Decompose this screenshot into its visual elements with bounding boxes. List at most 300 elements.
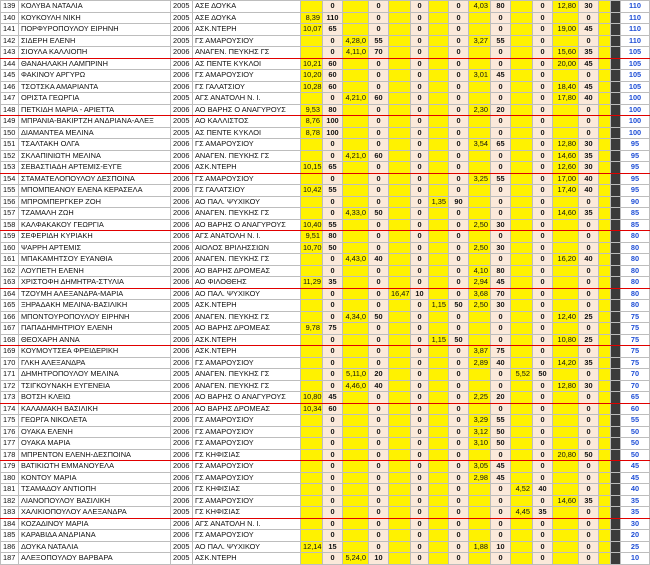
- cell-club: ΑΣ ΠΕΝΤΕ ΚΥΚΛΟΙ: [193, 127, 301, 139]
- cell-p6: 0: [533, 426, 553, 438]
- cell-club: ΑΣ ΠΕΝΤΕ ΚΥΚΛΟΙ: [193, 58, 301, 70]
- cell-p6: 0: [533, 323, 553, 335]
- cell-p4: 0: [449, 392, 469, 404]
- cell-s2: [343, 357, 369, 369]
- cell-s3: [389, 254, 411, 266]
- cell-p3: 0: [411, 484, 429, 496]
- cell-s8: [599, 334, 611, 346]
- cell-no: 151: [1, 139, 19, 151]
- cell-s4: [429, 265, 449, 277]
- cell-club: ΑΟ ΒΑΡΗΣ Ο ΑΝΑΓΥΡΟΥΣ: [193, 219, 301, 231]
- cell-s7: 12,60: [553, 162, 579, 174]
- cell-s4: [429, 541, 449, 553]
- cell-no: 152: [1, 150, 19, 162]
- table-row: [1, 461, 650, 473]
- cell-s7: 14,60: [553, 208, 579, 220]
- cell-s6: 4,52: [511, 484, 533, 496]
- cell-s3: [389, 472, 411, 484]
- cell-p5: 0: [491, 208, 511, 220]
- cell-s5: [469, 380, 491, 392]
- cell-s7: 20,80: [553, 449, 579, 461]
- cell-s4: [429, 208, 449, 220]
- cell-year: 2006: [171, 438, 193, 450]
- cell-p7: 0: [579, 104, 599, 116]
- cell-s3: [389, 196, 411, 208]
- cell-s6: [511, 415, 533, 427]
- cell-p5: 0: [491, 449, 511, 461]
- cell-s7: [553, 461, 579, 473]
- cell-total: 95: [621, 139, 650, 151]
- cell-s4: 1,35: [429, 196, 449, 208]
- cell-s8: [599, 323, 611, 335]
- cell-p4: 90: [449, 196, 469, 208]
- cell-p2: 55: [369, 35, 389, 47]
- cell-p3: 0: [411, 127, 429, 139]
- cell-p4: 0: [449, 104, 469, 116]
- cell-name: ΛΙΑΝΟΠΟΥΛΟΥ ΒΑΣΙΛΙΚΗ: [19, 495, 171, 507]
- cell-p8: [611, 231, 621, 243]
- cell-s1: [301, 530, 323, 542]
- cell-club: ΑΣΕ ΔΟΥΚΑ: [193, 12, 301, 24]
- cell-year: 2006: [171, 81, 193, 93]
- cell-p3: 0: [411, 116, 429, 128]
- cell-p3: 0: [411, 139, 429, 151]
- table-row: [1, 495, 650, 507]
- table-row: [1, 127, 650, 139]
- cell-s4: [429, 150, 449, 162]
- cell-p5: 40: [491, 357, 511, 369]
- cell-no: 183: [1, 507, 19, 519]
- cell-s3: [389, 323, 411, 335]
- cell-p6: 50: [533, 369, 553, 381]
- cell-s3: [389, 35, 411, 47]
- cell-p4: 0: [449, 219, 469, 231]
- cell-p3: 0: [411, 173, 429, 185]
- cell-p6: 0: [533, 380, 553, 392]
- cell-p5: 10: [491, 541, 511, 553]
- table-row: [1, 265, 650, 277]
- cell-year: 2006: [171, 530, 193, 542]
- cell-p1: 55: [323, 219, 343, 231]
- cell-s6: [511, 300, 533, 312]
- cell-s3: [389, 24, 411, 36]
- cell-p1: 0: [323, 173, 343, 185]
- cell-total: 45: [621, 472, 650, 484]
- cell-name: ΔΗΜΗΤΡΟΠΟΥΛΟΥ ΜΕΛΙΝΑ: [19, 369, 171, 381]
- cell-year: 2006: [171, 403, 193, 415]
- cell-p2: 0: [369, 461, 389, 473]
- cell-p3: 0: [411, 35, 429, 47]
- cell-club: ΑΓΣ ΑΝΑΤΟΛΗ Ν. Ι.: [193, 518, 301, 530]
- cell-s5: [469, 208, 491, 220]
- cell-p3: 0: [411, 185, 429, 197]
- cell-year: 2006: [171, 24, 193, 36]
- cell-p8: [611, 162, 621, 174]
- cell-p4: 0: [449, 380, 469, 392]
- cell-year: 2006: [171, 495, 193, 507]
- cell-p5: 65: [491, 139, 511, 151]
- cell-s4: [429, 70, 449, 82]
- cell-p4: 50: [449, 334, 469, 346]
- cell-p5: 0: [491, 403, 511, 415]
- cell-p7: 45: [579, 58, 599, 70]
- cell-total: 25: [621, 541, 650, 553]
- cell-p7: 0: [579, 242, 599, 254]
- cell-s5: 3,27: [469, 35, 491, 47]
- cell-p4: 0: [449, 507, 469, 519]
- cell-s4: [429, 472, 449, 484]
- cell-s3: [389, 265, 411, 277]
- cell-p7: 0: [579, 415, 599, 427]
- cell-p7: 0: [579, 392, 599, 404]
- table-row: [1, 484, 650, 496]
- cell-s1: [301, 507, 323, 519]
- cell-no: 178: [1, 449, 19, 461]
- table-row: [1, 116, 650, 128]
- cell-p4: 0: [449, 93, 469, 105]
- cell-no: 177: [1, 438, 19, 450]
- cell-s6: [511, 208, 533, 220]
- cell-p5: 30: [491, 219, 511, 231]
- cell-p5: 0: [491, 116, 511, 128]
- cell-s6: [511, 449, 533, 461]
- cell-no: 173: [1, 392, 19, 404]
- cell-s5: [469, 323, 491, 335]
- table-row: [1, 553, 650, 565]
- cell-p2: 0: [369, 403, 389, 415]
- cell-s7: 20,00: [553, 58, 579, 70]
- cell-s3: [389, 208, 411, 220]
- cell-total: 35: [621, 495, 650, 507]
- cell-p7: 0: [579, 219, 599, 231]
- cell-s6: [511, 277, 533, 289]
- cell-p1: 0: [323, 553, 343, 565]
- cell-name: ΚΟΥΚΟΥΛΗ ΝΙΚΗ: [19, 12, 171, 24]
- cell-p5: 0: [491, 58, 511, 70]
- cell-s8: [599, 231, 611, 243]
- cell-p4: 0: [449, 277, 469, 289]
- cell-p3: 0: [411, 242, 429, 254]
- cell-year: 2006: [171, 185, 193, 197]
- cell-s5: [469, 12, 491, 24]
- cell-p1: 0: [323, 1, 343, 13]
- cell-s1: [301, 254, 323, 266]
- cell-p4: 0: [449, 357, 469, 369]
- cell-s5: [469, 369, 491, 381]
- cell-name: ΜΠΟΝΤΟΥΡΟΠΟΥΛΟΥ ΕΙΡΗΝΗ: [19, 311, 171, 323]
- cell-p5: 0: [491, 254, 511, 266]
- cell-s7: 19,00: [553, 24, 579, 36]
- cell-p3: 0: [411, 507, 429, 519]
- cell-s6: [511, 242, 533, 254]
- cell-total: 110: [621, 35, 650, 47]
- cell-no: 155: [1, 185, 19, 197]
- cell-s1: [301, 518, 323, 530]
- cell-p8: [611, 185, 621, 197]
- cell-p1: 0: [323, 484, 343, 496]
- cell-s6: [511, 139, 533, 151]
- cell-s1: [301, 380, 323, 392]
- cell-p8: [611, 311, 621, 323]
- cell-p2: 0: [369, 1, 389, 13]
- cell-p8: [611, 47, 621, 59]
- cell-s2: [343, 334, 369, 346]
- cell-p7: 0: [579, 116, 599, 128]
- cell-total: 60: [621, 403, 650, 415]
- cell-total: 80: [621, 288, 650, 300]
- table-row: [1, 24, 650, 36]
- cell-name: ΚΑΛΑΜΑΚΗ ΒΑΣΙΛΙΚΗ: [19, 403, 171, 415]
- cell-s6: 4,45: [511, 507, 533, 519]
- cell-s3: [389, 1, 411, 13]
- cell-s5: [469, 484, 491, 496]
- table-row: [1, 380, 650, 392]
- cell-s8: [599, 449, 611, 461]
- cell-total: 95: [621, 173, 650, 185]
- cell-s1: 10,40: [301, 219, 323, 231]
- cell-club: ΑΟ ΒΑΡΗΣ Ο ΑΝΑΓΥΡΟΥΣ: [193, 104, 301, 116]
- table-row: [1, 104, 650, 116]
- cell-p3: 0: [411, 104, 429, 116]
- cell-p5: 0: [491, 369, 511, 381]
- cell-p2: 0: [369, 530, 389, 542]
- cell-p7: 0: [579, 553, 599, 565]
- cell-p7: 50: [579, 449, 599, 461]
- cell-name: ΒΑΤΙΚΙΩΤΗ ΕΜΜΑΝΟΥΕΛΑ: [19, 461, 171, 473]
- cell-s2: [343, 231, 369, 243]
- cell-s7: [553, 196, 579, 208]
- cell-s2: [343, 507, 369, 519]
- cell-s4: [429, 461, 449, 473]
- cell-s1: [301, 288, 323, 300]
- cell-club: ΓΣ ΑΜΑΡΟΥΣΙΟΥ: [193, 35, 301, 47]
- cell-year: 2006: [171, 518, 193, 530]
- cell-s7: [553, 219, 579, 231]
- table-row: [1, 231, 650, 243]
- cell-s4: [429, 116, 449, 128]
- cell-p4: 0: [449, 185, 469, 197]
- cell-s3: [389, 346, 411, 358]
- cell-p3: 0: [411, 357, 429, 369]
- table-row: [1, 162, 650, 174]
- cell-s6: [511, 323, 533, 335]
- cell-p3: 0: [411, 162, 429, 174]
- cell-p1: 0: [323, 426, 343, 438]
- cell-s1: [301, 438, 323, 450]
- cell-club: ΓΣ ΚΗΦΙΣΙΑΣ: [193, 507, 301, 519]
- cell-club: ΓΣ ΚΗΦΙΣΙΑΣ: [193, 449, 301, 461]
- cell-p6: 0: [533, 70, 553, 82]
- cell-p8: [611, 541, 621, 553]
- cell-no: 180: [1, 472, 19, 484]
- cell-p8: [611, 150, 621, 162]
- cell-club: ΑΟ ΠΑΛ. ΨΥΧΙΚΟΥ: [193, 288, 301, 300]
- cell-p3: 0: [411, 70, 429, 82]
- cell-name: ΔΟΥΚΑ ΝΑΤΑΛΙΑ: [19, 541, 171, 553]
- cell-s5: [469, 24, 491, 36]
- cell-p7: 0: [579, 461, 599, 473]
- cell-p7: 30: [579, 139, 599, 151]
- cell-p1: 100: [323, 116, 343, 128]
- cell-club: ΑΣΚ.ΝΤΕΡΗ: [193, 553, 301, 565]
- cell-s6: [511, 81, 533, 93]
- cell-p1: 0: [323, 288, 343, 300]
- table-row: [1, 415, 650, 427]
- cell-p4: 0: [449, 426, 469, 438]
- cell-club: ΑΟ ΠΑΛ. ΨΥΧΙΚΟΥ: [193, 196, 301, 208]
- cell-p5: 0: [491, 484, 511, 496]
- cell-p3: 0: [411, 150, 429, 162]
- cell-s4: [429, 380, 449, 392]
- cell-s1: [301, 93, 323, 105]
- cell-s8: [599, 392, 611, 404]
- cell-s2: [343, 1, 369, 13]
- cell-no: 167: [1, 323, 19, 335]
- cell-no: 160: [1, 242, 19, 254]
- cell-p5: 0: [491, 196, 511, 208]
- cell-s5: 2,50: [469, 242, 491, 254]
- cell-p5: 0: [491, 93, 511, 105]
- cell-no: 139: [1, 1, 19, 13]
- cell-s6: [511, 357, 533, 369]
- table-row: [1, 392, 650, 404]
- cell-s2: [343, 484, 369, 496]
- cell-p1: 0: [323, 346, 343, 358]
- cell-p2: 0: [369, 58, 389, 70]
- cell-s4: [429, 449, 449, 461]
- cell-club: ΑΣΚ.ΝΤΕΡΗ: [193, 346, 301, 358]
- cell-club: ΑΣΚ.ΝΤΕΡΗ: [193, 300, 301, 312]
- cell-p6: 0: [533, 415, 553, 427]
- cell-p7: 0: [579, 231, 599, 243]
- cell-s2: 4,34,0: [343, 311, 369, 323]
- cell-no: 185: [1, 530, 19, 542]
- cell-s7: 12,40: [553, 311, 579, 323]
- cell-s7: [553, 12, 579, 24]
- cell-s1: 11,29: [301, 277, 323, 289]
- cell-p8: [611, 208, 621, 220]
- cell-name: ΚΟΝΤΟΥ ΜΑΡΙΑ: [19, 472, 171, 484]
- cell-s8: [599, 173, 611, 185]
- cell-s7: [553, 392, 579, 404]
- cell-total: 55: [621, 415, 650, 427]
- table-row: [1, 507, 650, 519]
- cell-p4: 0: [449, 173, 469, 185]
- cell-p7: 0: [579, 507, 599, 519]
- cell-p2: 10: [369, 553, 389, 565]
- cell-p8: [611, 553, 621, 565]
- cell-p4: 0: [449, 323, 469, 335]
- cell-p8: [611, 127, 621, 139]
- cell-s4: [429, 484, 449, 496]
- cell-year: 2006: [171, 277, 193, 289]
- cell-p4: 0: [449, 139, 469, 151]
- cell-s7: [553, 323, 579, 335]
- cell-p5: 0: [491, 518, 511, 530]
- cell-p4: 0: [449, 231, 469, 243]
- cell-s6: [511, 12, 533, 24]
- cell-p5: 0: [491, 47, 511, 59]
- cell-s3: [389, 93, 411, 105]
- cell-year: 2006: [171, 58, 193, 70]
- cell-s4: [429, 518, 449, 530]
- cell-p6: 0: [533, 231, 553, 243]
- cell-s8: [599, 507, 611, 519]
- cell-s2: 4,11,0: [343, 47, 369, 59]
- cell-p8: [611, 277, 621, 289]
- cell-total: 75: [621, 346, 650, 358]
- cell-s4: [429, 185, 449, 197]
- cell-s5: [469, 553, 491, 565]
- cell-p3: 0: [411, 553, 429, 565]
- cell-club: ΑΣΕ ΔΟΥΚΑ: [193, 1, 301, 13]
- cell-s4: [429, 162, 449, 174]
- cell-s2: 4,21,0: [343, 93, 369, 105]
- cell-year: 2006: [171, 449, 193, 461]
- cell-s8: [599, 1, 611, 13]
- cell-s5: [469, 196, 491, 208]
- table-row: [1, 403, 650, 415]
- cell-s2: [343, 288, 369, 300]
- cell-club: ΑΝΑΓΕΝ. ΠΕΥΚΗΣ ΓΣ: [193, 150, 301, 162]
- cell-p1: 60: [323, 81, 343, 93]
- table-row: [1, 277, 650, 289]
- cell-p8: [611, 484, 621, 496]
- cell-total: 75: [621, 311, 650, 323]
- cell-p8: [611, 357, 621, 369]
- cell-no: 156: [1, 196, 19, 208]
- cell-s2: [343, 242, 369, 254]
- cell-name: ΤΣΑΜΑΔΟΥ ΑΝΤΙΟΠΗ: [19, 484, 171, 496]
- cell-name: ΣΕΦΕΡΙΔΗ ΚΥΡΙΑΚΗ: [19, 231, 171, 243]
- cell-name: ΚΟΥΜΟΥΤΣΕΑ ΦΡΕΙΔΕΡΙΚΗ: [19, 346, 171, 358]
- cell-p4: 0: [449, 162, 469, 174]
- cell-s2: [343, 70, 369, 82]
- cell-s8: [599, 369, 611, 381]
- cell-year: 2006: [171, 150, 193, 162]
- cell-p2: 0: [369, 127, 389, 139]
- cell-p2: 0: [369, 12, 389, 24]
- cell-total: 50: [621, 426, 650, 438]
- cell-name: ΣΙΟΥΛΑ ΚΑΛΛΙΟΠΗ: [19, 47, 171, 59]
- cell-s5: [469, 495, 491, 507]
- cell-p1: 0: [323, 208, 343, 220]
- cell-s2: [343, 392, 369, 404]
- cell-s7: [553, 35, 579, 47]
- cell-p3: 0: [411, 415, 429, 427]
- cell-name: ΘΕΟΧΑΡΗ ΑΝΝΑ: [19, 334, 171, 346]
- cell-year: 2005: [171, 300, 193, 312]
- cell-p7: 0: [579, 472, 599, 484]
- cell-s5: 2,30: [469, 104, 491, 116]
- cell-p3: 0: [411, 196, 429, 208]
- cell-year: 2006: [171, 311, 193, 323]
- cell-p5: 20: [491, 392, 511, 404]
- cell-s5: 4,03: [469, 1, 491, 13]
- cell-total: 105: [621, 70, 650, 82]
- cell-p1: 80: [323, 231, 343, 243]
- cell-p5: 50: [491, 438, 511, 450]
- cell-p5: 45: [491, 277, 511, 289]
- cell-total: 105: [621, 47, 650, 59]
- cell-s2: [343, 162, 369, 174]
- cell-p5: 0: [491, 81, 511, 93]
- cell-s1: 10,70: [301, 242, 323, 254]
- cell-p2: 0: [369, 438, 389, 450]
- cell-p8: [611, 12, 621, 24]
- cell-s3: [389, 104, 411, 116]
- cell-name: ΤΣΑΛΤΑΚΗ ΟΛΓΑ: [19, 139, 171, 151]
